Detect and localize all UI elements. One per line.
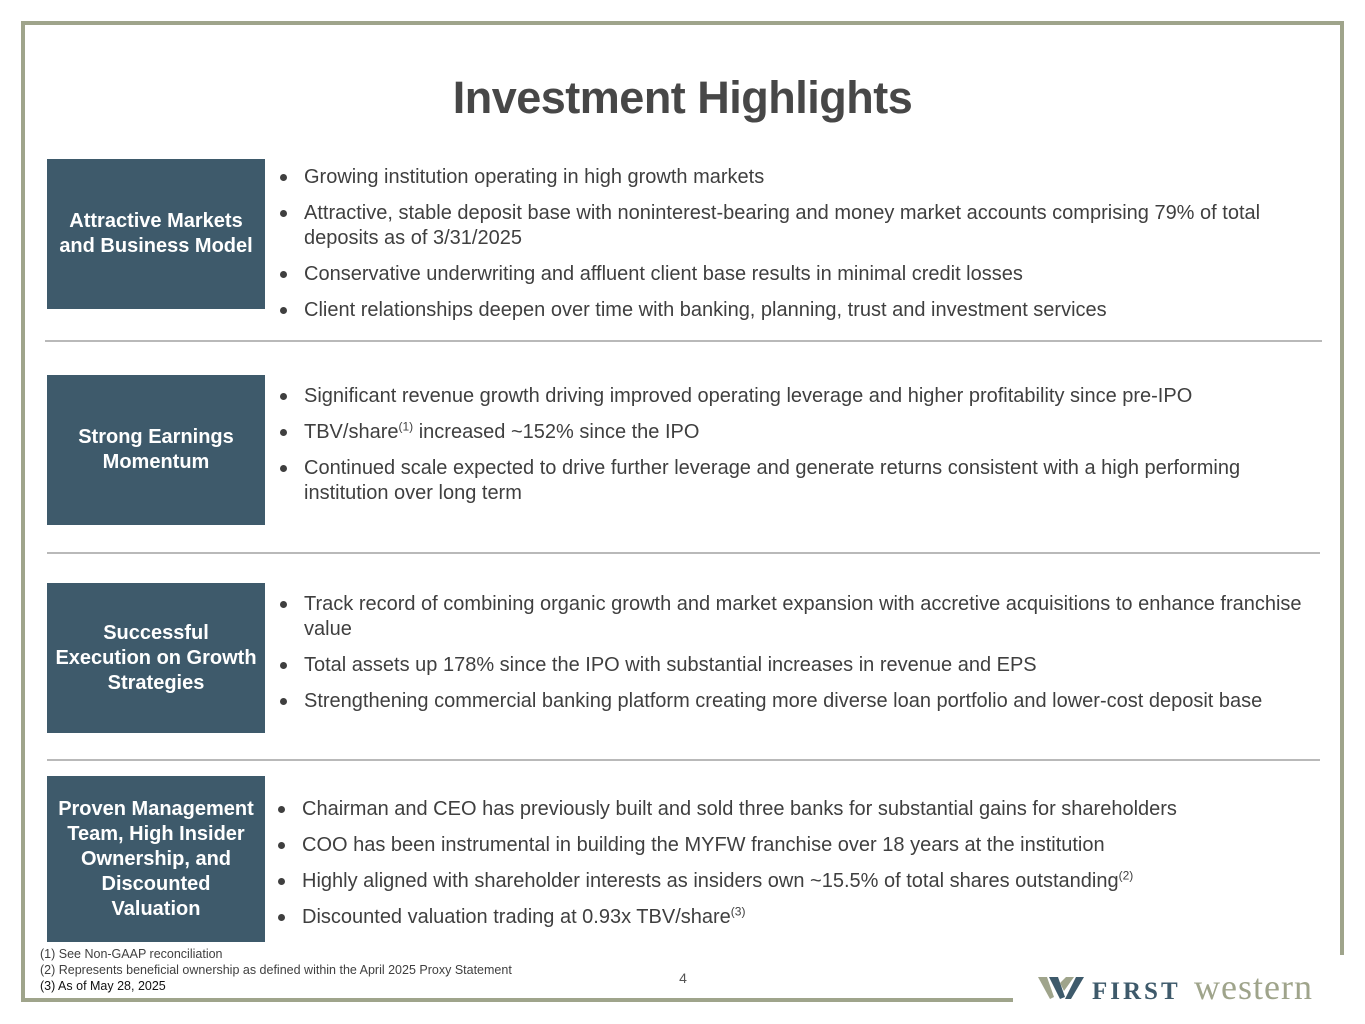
list-item <box>280 592 1310 642</box>
list-item <box>278 869 1308 894</box>
list-item <box>278 833 1308 858</box>
footnote-ref: (3) <box>730 904 746 919</box>
bullet-icon <box>278 806 285 813</box>
footnote: (1) See Non-GAAP reconciliation <box>40 947 223 961</box>
bullet-text: Significant revenue growth driving improved operating leverage and higher profitability since pre-IPO <box>304 385 1193 407</box>
bullet-text: Track record of combining organic growth and market expansion with accretive acquisitions to enhance franchise value <box>304 593 1302 640</box>
footnote: (3) As of May 28, 2025 <box>40 979 166 993</box>
section-bullets-execution <box>280 592 1310 725</box>
bullet-icon <box>278 842 285 849</box>
list-item <box>280 201 1310 251</box>
list-item <box>280 689 1310 714</box>
bullet-icon <box>280 698 287 705</box>
list-item <box>280 420 1310 445</box>
list-item <box>280 653 1310 678</box>
bullet-text: Continued scale expected to drive further leverage and generate returns consistent with a high performing institution over long term <box>304 457 1241 504</box>
bullet-text: COO has been instrumental in building the MYFW franchise over 18 years at the institution <box>302 834 1105 856</box>
section-bullets-earnings <box>280 384 1310 517</box>
bullet-text: Growing institution operating in high growth markets <box>304 166 765 188</box>
bullet-icon <box>280 271 287 278</box>
bullet-text-continued: increased ~152% since the IPO <box>413 421 700 443</box>
bullet-icon <box>278 914 285 921</box>
logo-text-western: western <box>1194 967 1313 1007</box>
section-divider <box>47 552 1320 554</box>
list-item <box>280 262 1310 287</box>
bullet-icon <box>278 878 285 885</box>
section-heading-earnings: Strong Earnings Momentum <box>47 375 265 525</box>
footnotes <box>40 946 512 994</box>
frame-top-border <box>21 21 1344 25</box>
section-bullets-markets <box>280 165 1310 334</box>
section-bullets-management <box>278 797 1308 941</box>
logo-text-first: FIRST <box>1092 978 1181 1005</box>
page-title: Investment Highlights <box>452 72 913 123</box>
bullet-text: TBV/share <box>304 421 399 443</box>
bullet-text: Strengthening commercial banking platform creating more diverse loan portfolio and lower-cost deposit base <box>304 690 1263 712</box>
first-western-w-mark-icon <box>1038 975 1084 1001</box>
list-item <box>278 905 1308 930</box>
bullet-icon <box>280 210 287 217</box>
section-divider <box>45 340 1322 342</box>
list-item <box>278 797 1308 822</box>
list-item <box>280 298 1310 323</box>
page-number: 4 <box>679 970 687 986</box>
bullet-icon <box>280 393 287 400</box>
frame-right-border <box>1340 21 1344 955</box>
bullet-icon <box>280 662 287 669</box>
bullet-text: Attractive, stable deposit base with noninterest-bearing and money market accounts comprising 79% of total deposits as of 3/31/2025 <box>304 202 1261 249</box>
bullet-icon <box>280 307 287 314</box>
bullet-icon <box>280 601 287 608</box>
list-item <box>280 165 1310 190</box>
section-heading-markets: Attractive Markets and Business Model <box>47 159 265 309</box>
bullet-text: Chairman and CEO has previously built and sold three banks for substantial gains for shareholders <box>302 798 1177 820</box>
bullet-icon <box>280 465 287 472</box>
footnote-ref: (1) <box>398 419 414 434</box>
list-item <box>280 384 1310 409</box>
bullet-text: Discounted valuation trading at 0.93x TBV/share <box>302 906 731 928</box>
frame-bottom-border <box>21 998 1013 1002</box>
footnote-ref: (2) <box>1118 868 1134 883</box>
bullet-text: Highly aligned with shareholder interests as insiders own ~15.5% of total shares outstanding <box>302 870 1119 892</box>
bullet-text: Client relationships deepen over time with banking, planning, trust and investment services <box>304 299 1107 321</box>
bullet-icon <box>280 429 287 436</box>
section-heading-execution: Successful Execution on Growth Strategies <box>47 583 265 733</box>
list-item <box>280 456 1310 506</box>
frame-left-border <box>21 21 25 1002</box>
footnote: (2) Represents beneficial ownership as defined within the April 2025 Proxy Statement <box>40 963 512 977</box>
section-divider <box>47 759 1320 761</box>
bullet-icon <box>280 174 287 181</box>
first-western-logo <box>1038 967 1343 1007</box>
section-heading-management: Proven Management Team, High Insider Ownership, and Discounted Valuation <box>47 776 265 942</box>
bullet-text: Conservative underwriting and affluent client base results in minimal credit losses <box>304 263 1023 285</box>
bullet-text: Total assets up 178% since the IPO with substantial increases in revenue and EPS <box>304 654 1037 676</box>
